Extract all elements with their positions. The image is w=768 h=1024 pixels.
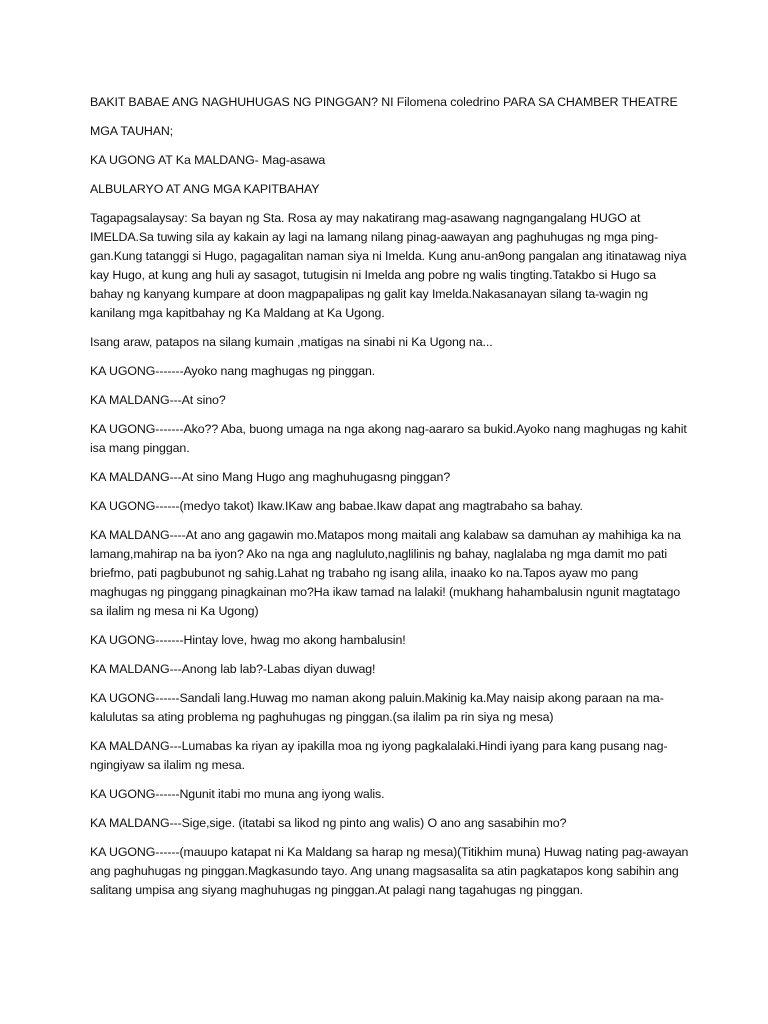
cast-line-1: KA UGONG AT Ka MALDANG- Mag-asawa <box>90 153 326 167</box>
cast-heading: MGA TAUHAN; <box>90 124 174 138</box>
dialogue-line: KA UGONG------Sandali lang.Huwag mo naman akong paluin.Makinig ka.May naisip akong paraan na ma-kalulutas sa ating problema ng paghuhugas ng pinggan.(sa ilalim pa rin siya ng mesa) <box>90 691 664 724</box>
document-title: BAKIT BABAE ANG NAGHUHUGAS NG PINGGAN? NI Filomena coledrino PARA SA CHAMBER THEATRE <box>90 95 678 109</box>
dialogue-line: KA UGONG------Ngunit itabi mo muna ang iyong walis. <box>90 787 385 801</box>
dialogue-line: KA UGONG-------Ayoko nang maghugas ng pinggan. <box>90 364 376 378</box>
dialogue-line: KA MALDANG---Sige,sige. (itatabi sa likod ng pinto ang walis) O ano ang sasabihin mo? <box>90 816 567 830</box>
dialogue-line: KA MALDANG---Anong lab lab?-Labas diyan duwag! <box>90 662 376 676</box>
dialogue-line: KA MALDANG---At sino Mang Hugo ang maghuhugasng pinggan? <box>90 470 451 484</box>
document-body <box>90 93 690 910</box>
dialogue-line: KA MALDANG---Lumabas ka riyan ay ipakilla moa ng iyong pagkalalaki.Hindi iyang para kang pusang nag-ngingiyaw sa ilalim ng mesa. <box>90 739 668 772</box>
narration-paragraph: Tagapagsalaysay: Sa bayan ng Sta. Rosa ay may nakatirang mag-asawang nagngangalang HUGO at IMELDA.Sa tuwing sila ay kakain ay lagi na lamang nilang pinag-aawayan ang paghuhugas ng mga ping-gan.Kung tatanggi si Hugo, pagagalitan naman siya ni Imelda. Kung anu-an9ong pangalan ang itinatawag niya kay Hugo, at kung ang huli ay sasagot, tutugisin ni Imelda ang pobre ng walis tingting.Tatakbo si Hugo sa bahay ng kanyang kumpare at doon magpapalipas ng galit kay Imelda.Nakasanayan silang ta-wagin ng kanilang mga kapitbahay ng Ka Maldang at Ka Ugong. <box>90 211 687 320</box>
dialogue-line: KA UGONG-------Ako?? Aba, buong umaga na nga akong nag-aararo sa bukid.Ayoko nang maghugas ng kahit isa mang pinggan. <box>90 422 687 455</box>
cast-line-2: ALBULARYO AT ANG MGA KAPITBAHAY <box>90 182 320 196</box>
narration-paragraph: Isang araw, patapos na silang kumain ,matigas na sinabi ni Ka Ugong na... <box>90 335 493 349</box>
dialogue-line: KA MALDANG---At sino? <box>90 393 226 407</box>
dialogue-line: KA UGONG-------Hintay love, hwag mo akong hambalusin! <box>90 633 406 647</box>
dialogue-line: KA MALDANG----At ano ang gagawin mo.Matapos mong maitali ang kalabaw sa damuhan ay mahihiga ka na lamang,mahirap na ba iyon? Ako na nga ang nagluluto,naglilinis ng bahay, naglalaba ng mga damit mo pati briefmo, pati pagbubunot ng sahig.Lahat ng trabaho ng isang alila, inaako ko na.Tapos ayaw mo pang maghugas ng pinggang pinagkainan mo?Ha ikaw tamad na lalaki! (mukhang hahambalusin ngunit magtatago sa ilalim ng mesa ni Ka Ugong) <box>90 528 681 618</box>
dialogue-line: KA UGONG------(mauupo katapat ni Ka Maldang sa harap ng mesa)(Titikhim muna) Huwag nating pag-awayan ang paghuhugas ng pinggan.Magkasundo tayo. Ang unang magsasalita sa atin pagkatapos kong sabihin ang salitang umpisa ang siyang maghuhugas ng pinggan.At palagi nang tagahugas ng pinggan. <box>90 845 689 897</box>
dialogue-line: KA UGONG------(medyo takot) Ikaw.IKaw ang babae.Ikaw dapat ang magtrabaho sa bahay. <box>90 499 583 513</box>
